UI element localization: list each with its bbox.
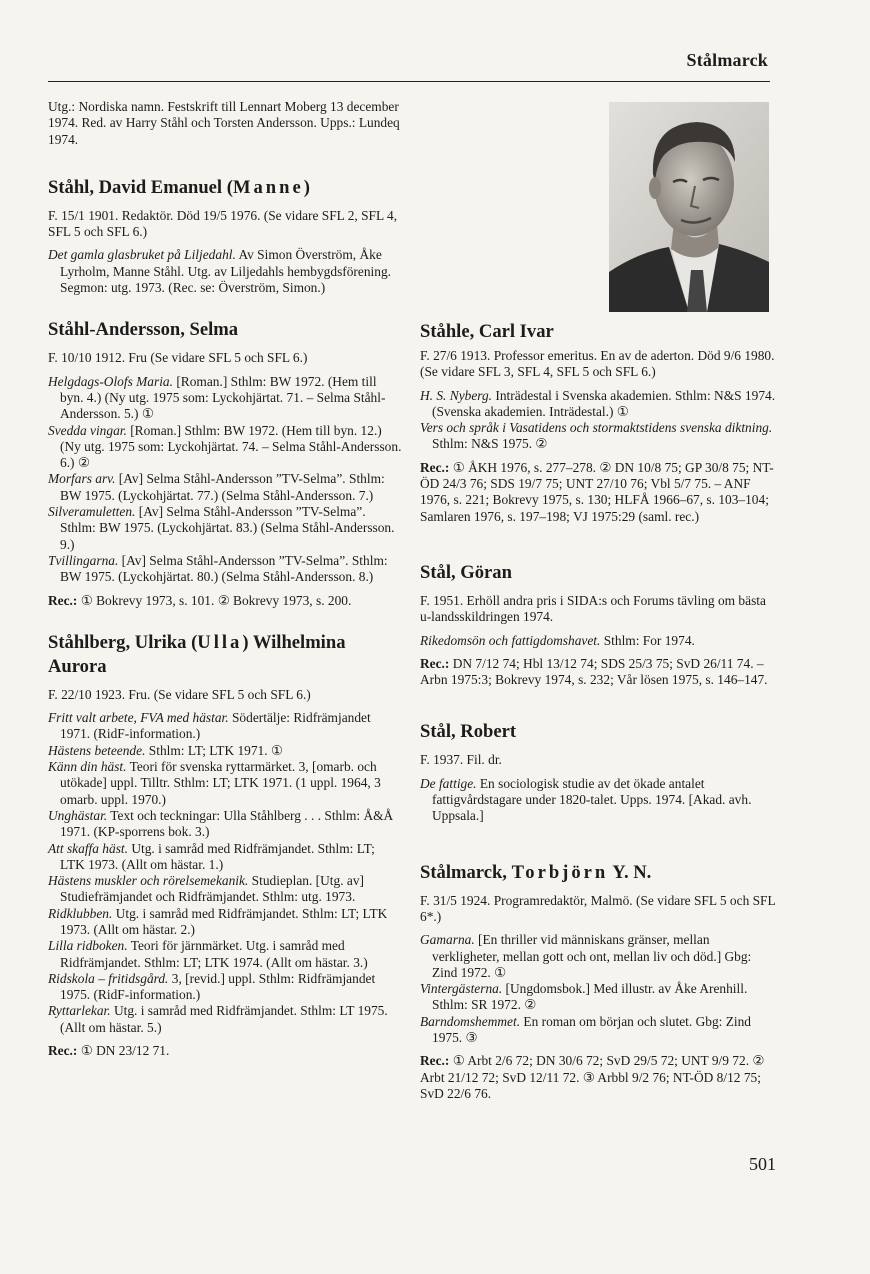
work-item: Ryttarlekar. Utg. i samråd med Ridfrämjandet. Sthlm: LT 1975. (Allt om hästar. 5.) (48, 1003, 388, 1035)
work-item: Unghästar. Text och teckningar: Ulla Ståhlberg . . . Sthlm: Å&Å 1971. (KP-sporrens bok. 3.) (48, 807, 394, 840)
work-list (420, 932, 776, 1046)
work-item: Vintergästerna. [Ungdomsbok.] Med illustr. av Åke Arenhill. Sthlm: SR 1972. ② (420, 981, 748, 1013)
work-item: Att skaffa häst. Utg. i samråd med Ridfrämjandet. Sthlm: LT; LTK 1973. (Allt om hästar. 1.) (48, 840, 375, 872)
entry-heading: Ståhle, Carl Ivar (420, 321, 554, 342)
work-item: Barndomshemmet. En roman om början och slutet. Gbg: Zind 1975. ③ (420, 1013, 751, 1046)
entry-heading: Stål, Robert (420, 721, 517, 743)
work-item: Fritt valt arbete, FVA med hästar. Södertälje: Ridfrämjandet 1971. (RidF-information.) (48, 710, 371, 742)
review-list: Rec.: ① Bokrevy 1973, s. 101. ② Bokrevy 1973, s. 200. (48, 592, 352, 608)
review-list: Rec.: ① Arbt 2/6 72; DN 30/6 72; SvD 29/5 72; UNT 9/9 72. ② Arbt 21/12 72; SvD 12/11 72. ③ Arbbl 9/2 76; NT-ÖD 8/12 75; SvD 22/6 76. (420, 1053, 765, 1101)
entry-bio: F. 10/10 1912. Fru (Se vidare SFL 5 och SFL 6.) (48, 350, 308, 366)
entry-heading: Ståhl, David Emanuel (Manne) (48, 176, 310, 198)
entry-bio: F. 15/1 1901. Redaktör. Död 19/5 1976. (Se vidare SFL 2, SFL 4, SFL 5 och SFL 6.) (48, 207, 398, 240)
work-item: Tvillingarna. [Av] Selma Ståhl-Andersson ”TV-Selma”. Sthlm: BW 1975. (Lyckohjärtat. 80.) (Selma Ståhl-Andersson. 8.) (48, 552, 388, 585)
entry-heading: Ståhl-Andersson, Selma (48, 319, 239, 341)
work-item: Vers och språk i Vasatidens och stormaktstidens svenska diktning. Sthlm: N&S 1975. ② (420, 420, 773, 452)
work-item: Känn din häst. Teori för svenska ryttarmärket. 3, [omarb. och utökade] uppl. Tilltr. Sthlm: LT; LTK 1971. (1 uppl. 1964, 3 omarb. uppl. 1970.) (48, 759, 381, 807)
review-list: Rec.: ① DN 23/12 71. (48, 1043, 170, 1059)
entry-stalmarck-torbjorn (420, 861, 776, 1103)
entry-bio: F. 31/5 1924. Programredaktör, Malmö. (Se vidare SFL 5 och SFL 6*.) (420, 892, 776, 924)
entry-heading: Ståhlberg, Ulrika (Ulla) Wilhelmina Aurora (48, 631, 346, 677)
entry-stal-robert (420, 720, 776, 824)
entry-stahlberg-ulrika (48, 631, 402, 1060)
entry-stahl-andersson-selma (48, 318, 402, 608)
right-column (420, 320, 776, 1130)
work-item: Lilla ridboken. Teori för järnmärket. Utg. i samråd med Ridfrämjandet. Sthlm: LT; LTK 1974. (Allt om hästar. 3.) (48, 938, 368, 970)
review-list: Rec.: ① ÅKH 1976, s. 277–278. ② DN 10/8 75; GP 30/8 75; NT-ÖD 24/3 76; SDS 19/7 75; UNT 27/10 76; Vbl 5/7 75. – ANF 1976, s. 221; Bokrevy 1975, s. 130; HLFÅ 1966–67, s. 103–104; Samlaren 1976, s. 197–198; VJ 1975:29 (saml. rec.) (420, 459, 774, 524)
work-item: De fattige. En sociologisk studie av det ökade antalet fattigvårdstagare under 1820-talet. Upps. 1974. [Akad. avh. Uppsala.] (420, 775, 752, 824)
entry-heading: Stålmarck, Torbjörn Y. N. (420, 861, 652, 883)
work-list (48, 247, 402, 296)
entry-bio: F. 22/10 1923. Fru. (Se vidare SFL 5 och SFL 6.) (48, 686, 311, 702)
work-item: Silveramuletten. [Av] Selma Ståhl-Andersson ”TV-Selma”. Sthlm: BW 1975. (Lyckohjärtat. 83.) (Selma Ståhl-Andersson. 9.) (48, 504, 395, 552)
work-list (420, 776, 776, 825)
work-item: Ridklubben. Utg. i samråd med Ridfrämjandet. Sthlm: LT; LTK 1973. (Allt om hästar. 2.) (48, 905, 388, 937)
work-item: Rikedomsön och fattigdomshavet. Sthlm: For 1974. (420, 632, 695, 648)
work-item: Morfars arv. [Av] Selma Ståhl-Andersson ”TV-Selma”. Sthlm: BW 1975. (Lyckohjärtat. 77.) (Selma Ståhl-Andersson. 7.) (48, 471, 385, 503)
entry-stahl-david (48, 176, 402, 296)
entry-stahle-carl-ivar (420, 320, 776, 525)
work-item: Hästens beteende. Sthlm: LT; LTK 1971. ① (48, 742, 283, 758)
page-number: 501 (749, 1154, 776, 1174)
entry-heading: Stål, Göran (420, 561, 512, 583)
work-item: Gamarna. [En thriller vid människans gränser, mellan verkligheter, mellan gott och ont, mellan liv och död.] Gbg: Zind 1972. ① (420, 932, 752, 980)
entry-bio: F. 27/6 1913. Professor emeritus. En av de aderton. Död 9/6 1980. (Se vidare SFL 3, SFL 4, SFL 5 och SFL 6.) (420, 348, 775, 380)
entry-bio: F. 1937. Fil. dr. (420, 752, 502, 768)
work-item: Hästens muskler och rörelsemekanik. Studieplan. [Utg. av] Studiefrämjandet och Ridfrämjandet. Sthlm: utg. 1973. (48, 873, 364, 905)
review-list: Rec.: DN 7/12 74; Hbl 13/12 74; SDS 25/3 75; SvD 26/11 74. – Arbn 1975:3; Bokrevy 1974, s. 232; Vår lösen 1975, s. 146–147. (420, 655, 768, 688)
work-item: Ridskola – fritidsgård. 3, [revid.] uppl. Sthlm: Ridfrämjandet 1975. (RidF-information.) (48, 970, 376, 1003)
portrait-icon (609, 102, 769, 312)
portrait-photo (609, 102, 769, 312)
work-list (420, 388, 776, 453)
work-item: Svedda vingar. [Roman.] Sthlm: BW 1972. (Hem till byn. 12.) (Ny utg. 1975 som: Lyckohjärtat. 74. – Selma Ståhl-Andersson. 6.) ② (48, 422, 402, 471)
running-head: Stålmarck (686, 50, 768, 70)
work-item: H. S. Nyberg. Inträdestal i Svenska akademien. Sthlm: N&S 1974. (Svenska akademien. Inträdestal.) ① (420, 387, 776, 419)
header-rule (48, 81, 770, 82)
entry-bio: F. 1951. Erhöll andra pris i SIDA:s och Forums tävling om bästa u-landsskildringen 1974. (420, 592, 766, 625)
work-item: Det gamla glasbruket på Liljedahl. Av Simon Överström, Åke Lyrholm, Manne Ståhl. Utg. av Liljedahls hembygdsförening. Segmon: utg. 1973. (Rec. se: Överström, Simon.) (48, 247, 391, 296)
work-item: Helgdags-Olofs Maria. [Roman.] Sthlm: BW 1972. (Hem till byn. 4.) (Ny utg. 1975 som: Lyckohjärtat. 71. – Selma Ståhl-Andersson. 5.) ① (48, 373, 386, 422)
work-list (48, 374, 402, 586)
work-list (48, 710, 402, 1036)
work-list (420, 633, 776, 649)
left-column (48, 99, 402, 1077)
entry-stal-goran (420, 561, 776, 688)
intro-text: Utg.: Nordiska namn. Festskrift till Lennart Moberg 13 december 1974. Red. av Harry Ståhl och Torsten Andersson. Upps.: Lundeq 1974. (48, 99, 400, 147)
